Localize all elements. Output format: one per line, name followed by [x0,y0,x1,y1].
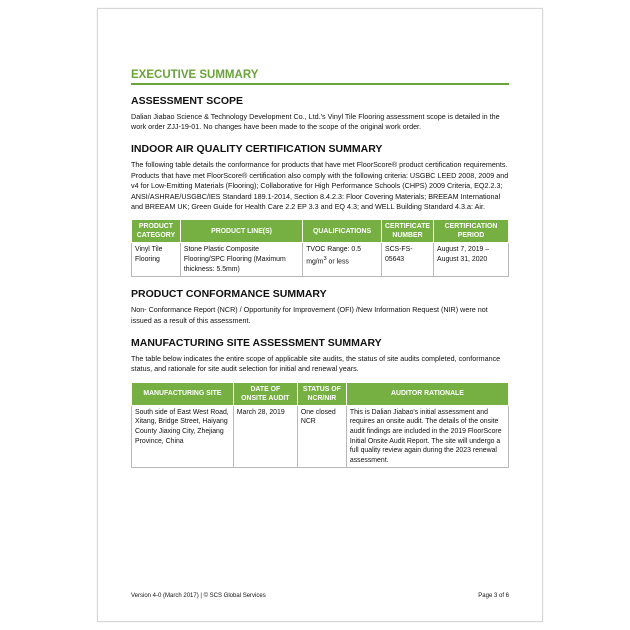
iaq-summary-text: The following table details the conformance for products that have met FloorScore® product certification requirements. Products that have met FloorScore® certification also comply with the following criteria: USGBC LEED 2008, 2009 and v4 for Low-Emitting Materials (Flooring); Collaborative for High Performance Schools (CHPS) 2009 Criteria, EQ2.2.3; ANSI/ASHRAE/USGBC/IES Standard 189.1-2014, Section 8.4.2.3: Floor Covering Materials; BREEAM International and BREEAM UK; Green Guide for Health Care 2.2 EP 3.3 and EQ 4.3; and WELL Building Standard 4.3.a: Air. [131,160,509,211]
footer-version: Version 4-0 (March 2017) | © SCS Global Services [131,593,266,599]
iaq-certification-table [131,219,509,277]
column-header: PRODUCT LINE(S) [180,220,302,243]
auditor-rationale-cell: This is Dalian Jiabao's initial assessment and requires an onsite audit. The details of the onsite audit findings are included in the 2019 FloorScore Initial Onsite Audit Report. The site will undergo a full quality review again during the 2023 renewal assessment. [346,405,508,468]
assessment-scope-section [131,95,509,133]
certification-period-cell: August 7, 2019 – August 31, 2020 [434,243,509,277]
table-header-row [132,220,509,243]
iaq-summary-section [131,143,509,277]
table-header-row [132,382,509,405]
product-conformance-heading: PRODUCT CONFORMANCE SUMMARY [131,288,327,301]
qualification-text: TVOC Range: 0.5 mg/m [306,246,361,266]
assessment-scope-text: Dalian Jiabao Science & Technology Development Co., Ltd.'s Vinyl Tile Flooring assessment scope is detailed in the work order ZJJ-19-01. No changes have been made to the scope of the original work order. [131,111,500,131]
site-assessment-section [131,337,509,468]
table-row [132,405,509,468]
column-header: QUALIFICATIONS [303,220,382,243]
qualifications-cell [303,243,382,277]
site-assessment-heading: MANUFACTURING SITE ASSESSMENT SUMMARY [131,336,382,349]
column-header: CERTIFICATE NUMBER [381,220,433,243]
site-assessment-text: The table below indicates the entire scope of applicable site audits, the status of site audits completed, conformance status, and rationale for site audit selection for initial and renewal years. [131,353,501,374]
site-assessment-table [131,382,509,469]
manufacturing-site-cell: South side of East West Road, Xitang, Bridge Street, Haiyang County Jiaxing City, Zhejiang Province, China [132,405,234,468]
product-category-cell: Vinyl Tile Flooring [132,243,181,277]
column-header: STATUS OF NCR/NIR [297,382,346,405]
page-content [131,69,509,479]
assessment-scope-heading: ASSESSMENT SCOPE [131,94,244,107]
iaq-summary-heading: INDOOR AIR QUALITY CERTIFICATION SUMMARY [131,143,383,156]
document-page [97,8,543,622]
page-footer [131,593,509,599]
executive-summary-title: EXECUTIVE SUMMARY [131,69,259,81]
title-divider [131,83,509,85]
qualification-suffix: or less [326,258,349,266]
product-line-cell: Stone Plastic Composite Flooring/SPC Flooring (Maximum thickness: 5.5mm) [180,243,302,277]
ncr-status-cell: One closed NCR [297,405,346,468]
column-header: PRODUCT CATEGORY [132,220,181,243]
footer-page-number: Page 3 of 6 [478,593,509,599]
audit-date-cell: March 28, 2019 [233,405,297,468]
qualification-superscript: 3 [323,255,327,262]
table-row [132,243,509,277]
product-conformance-section [131,288,509,326]
column-header: CERTIFICATION PERIOD [434,220,509,243]
column-header: AUDITOR RATIONALE [346,382,508,405]
certificate-number-cell: SCS-FS-05643 [381,243,433,277]
column-header: MANUFACTURING SITE [132,382,234,405]
column-header: DATE OF ONSITE AUDIT [233,382,297,405]
product-conformance-text: Non- Conformance Report (NCR) / Opportunity for Improvement (OFI) /New Information Request (NIR) were not issued as a result of this assessment. [131,305,488,325]
